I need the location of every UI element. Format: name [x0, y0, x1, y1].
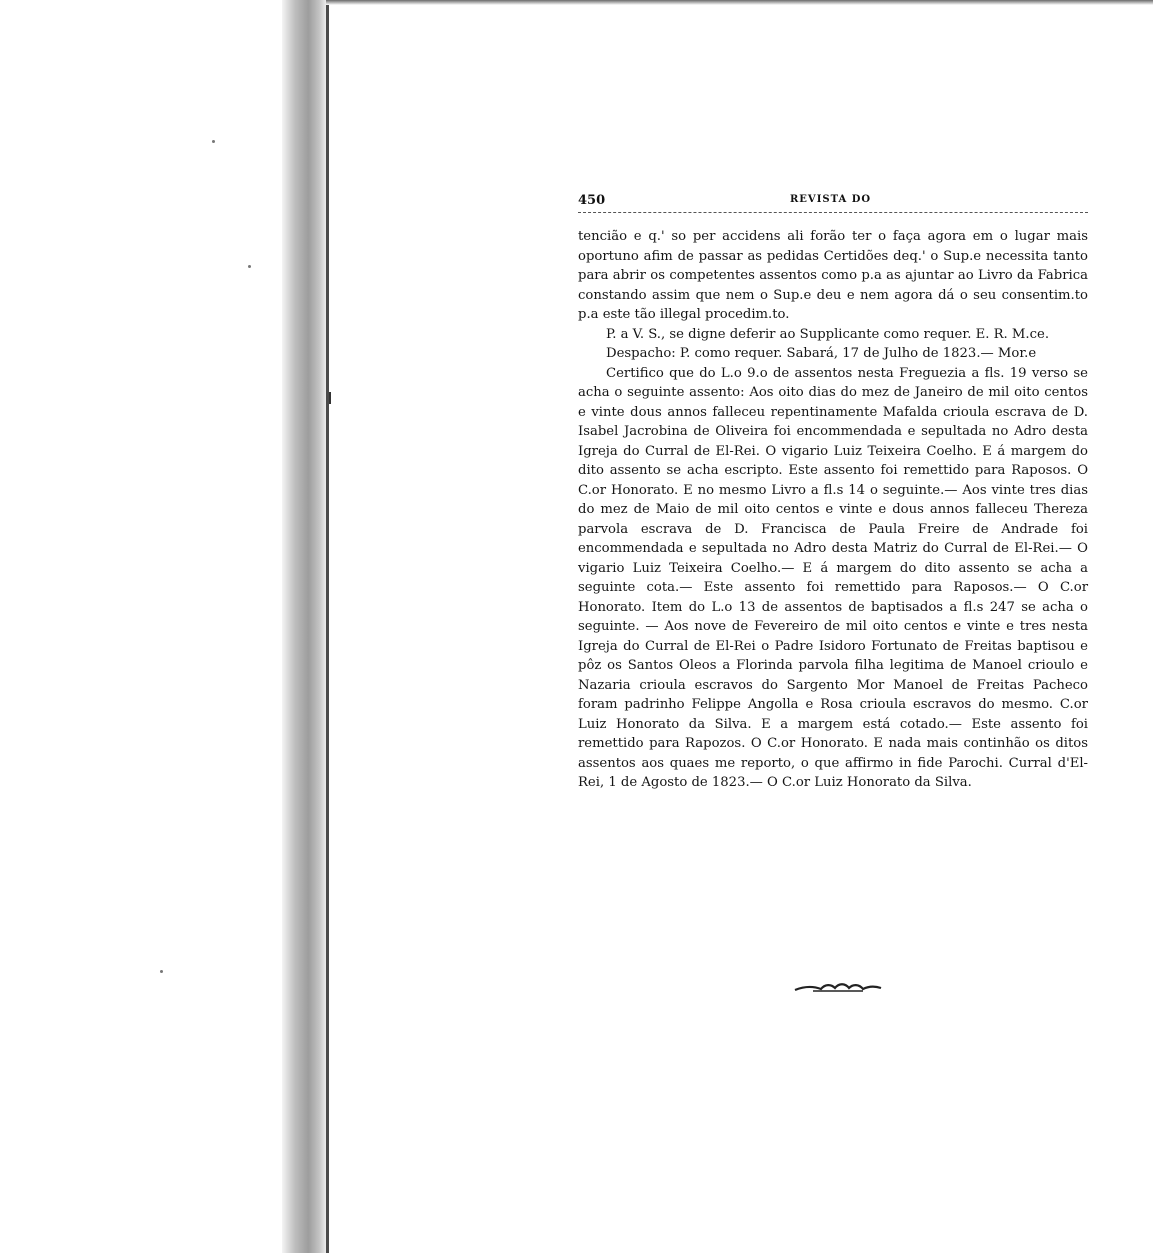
scan-top-edge: [326, 0, 1153, 5]
paragraph-continuation: tencião e q.' so per accidens ali forão ter o faça agora em o lugar mais oportuno afim de passar as pedidas Certidões deq.' o Sup.e necessita tanto para abrir os competentes assentos como p.a as ajuntar ao Livro da Fabrica constando assim que nem o Sup.e deu e nem agora dá o seu consentim.to p.a este tão illegal procedim.to.: [578, 229, 1088, 322]
binding-gutter-shadow: [282, 0, 326, 1253]
book-page: [578, 190, 1088, 793]
page-number: 450: [578, 193, 606, 208]
running-title: REVISTA DO: [790, 194, 872, 205]
header-rule: [578, 212, 1088, 213]
body-text: [578, 227, 1088, 793]
scan-speck: [212, 140, 215, 143]
running-head: [578, 190, 1088, 210]
paragraph-despacho: Despacho: P. como requer. Sabará, 17 de Julho de 1823.— Mor.e: [606, 346, 1037, 361]
paragraph-petition: P. a V. S., se digne deferir ao Supplicante como requer. E. R. M.ce.: [606, 326, 1050, 342]
paragraph-certificate: Certifico que do L.o 9.o de assentos nesta Freguezia a fls. 19 verso se acha o seguinte assento: Aos oito dias do mez de Janeiro de mil oito centos e vinte dous annos falleceu repentinamente Mafalda crioula escrava de D. Isabel Jacrobina de Oliveira foi encommendada e sepultada no Adro desta Igreja do Curral de El-Rei. O vigario Luiz Teixeira Coelho. E á margem do dito assento se acha escripto. Este assento foi remettido para Raposos. O C.or Honorato. E no mesmo Livro a fl.s 14 o seguinte.— Aos vinte tres dias do mez de Maio de mil oito centos e vinte e dous annos falleceu Thereza parvola escrava de D. Francisca de Paula Freire de Andrade foi encommendada e sepultada no Adro desta Matriz do Curral de El-Rei.— O vigario Luiz Teixeira Coelho.— E á margem do dito assento se acha a seguinte cota.— Este assento foi remettido para Raposos.— O C.or Honorato. Item do L.o 13 de assentos de baptisados a fl.s 247 se acha o seguinte. — Aos nove de Fevereiro de mil oito centos e vinte e tres nesta Igreja do Curral de El-Rei o Padre Isidoro Fortunato de Freitas baptisou e pôz os Santos Oleos a Florinda parvola filha legitima de Manoel crioulo e Nazaria crioula escravos do Sargento Mor Manoel de Freitas Pacheco foram padrinho Felippe Angolla e Rosa crioula escravos do mesmo. C.or Luiz Honorato da Silva. E a margem está cotado.— Este assento foi remettido para Rapozos. O C.or Honorato. E nada mais continhão os ditos assentos aos quaes me reporto, o que affirmo in fide Parochi. Curral d'El-Rei, 1 de Agosto de 1823.— O C.or Luiz Honorato da Silva.: [578, 365, 1088, 790]
binding-edge-line: [326, 0, 329, 1253]
end-ornament-icon: [793, 978, 883, 998]
scan-speck: [248, 265, 251, 268]
scan-speck: [160, 970, 163, 973]
scan-speck: [329, 392, 331, 404]
